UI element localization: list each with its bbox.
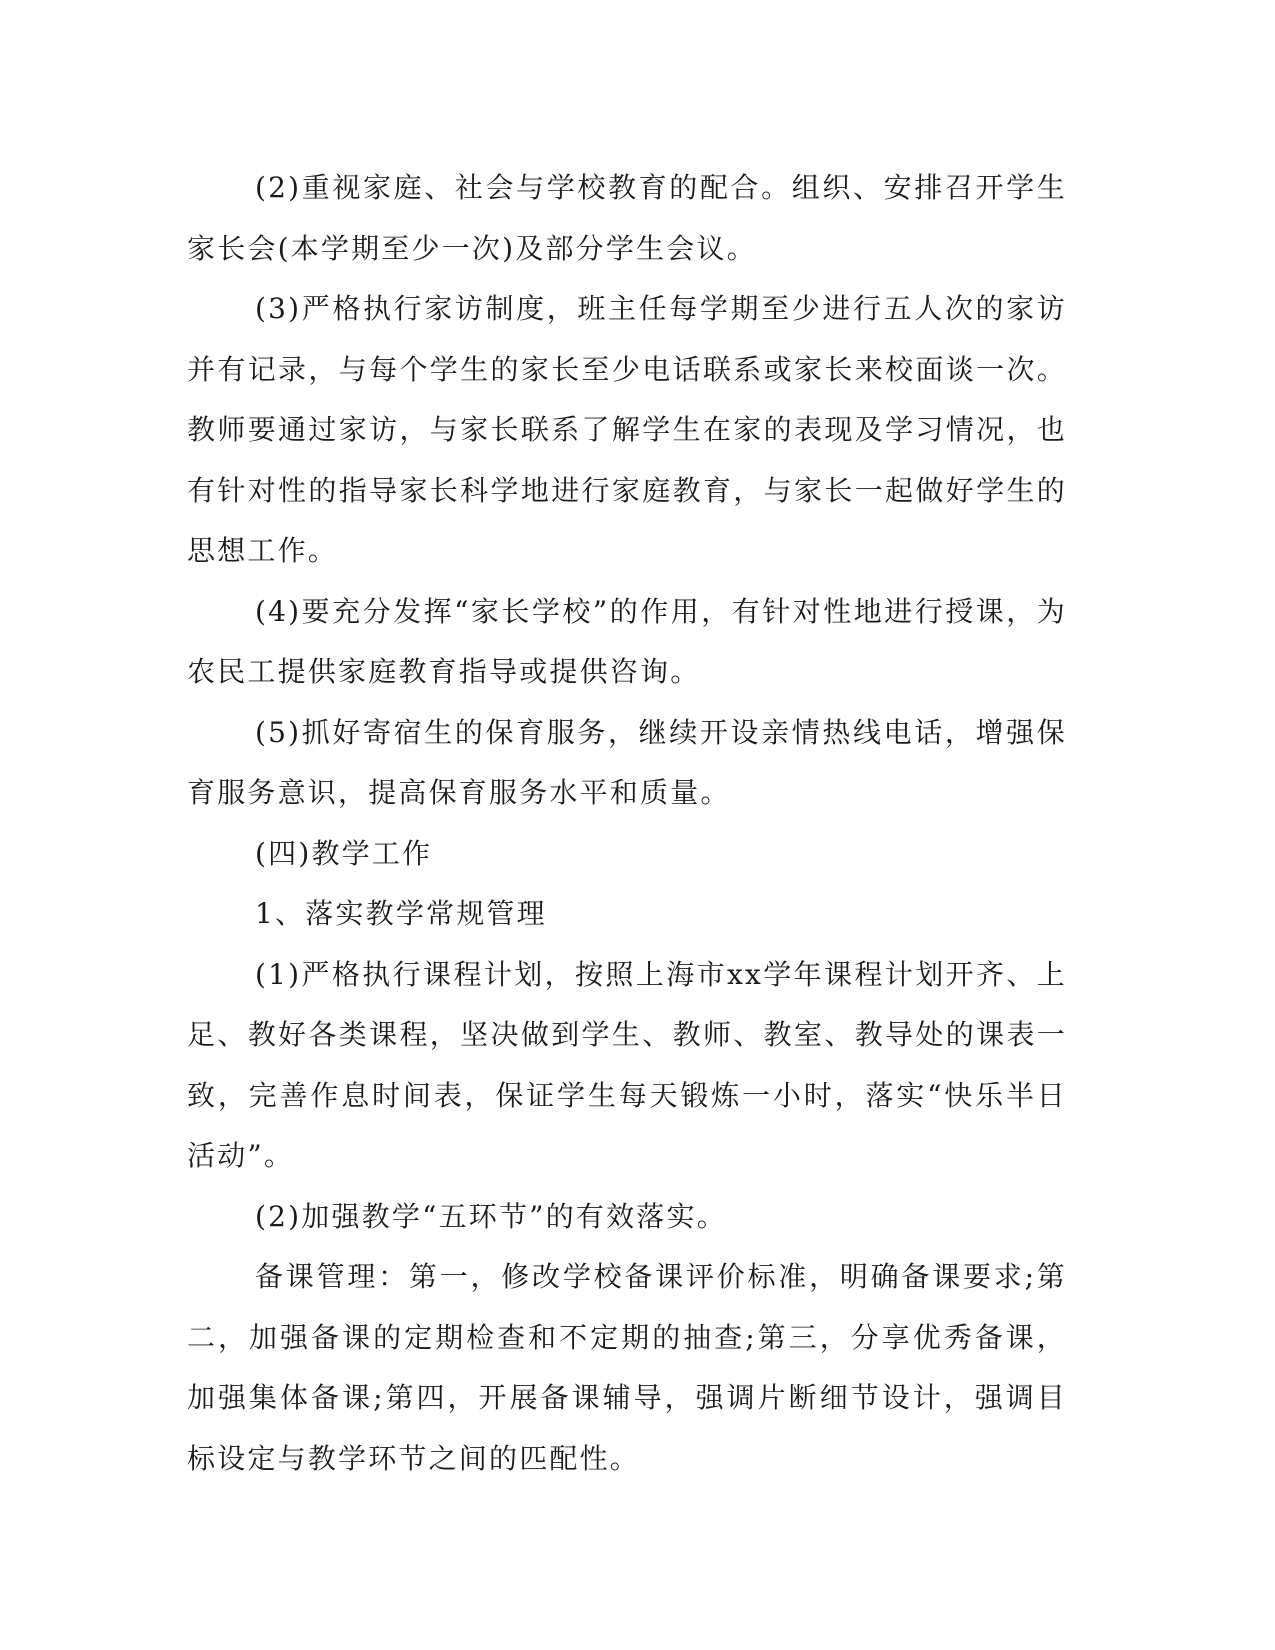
section-heading-teaching: (四)教学工作 xyxy=(255,836,433,870)
paragraph-parent-school: (4)要充分发挥“家长学校”的作用，有针对性地进行授课，为农民工提供家庭教育指导或提供咨询。 xyxy=(187,594,1067,688)
paragraph-lesson-prep: 备课管理：第一，修改学校备课评价标准，明确备课要求;第二，加强备课的定期检查和不定期的抽查;第三，分享优秀备课，加强集体备课;第四，开展备课辅导，强调片断细节设计，强调目标设定与教学环节之间的匹配性。 xyxy=(187,1260,1067,1475)
paragraph-home-visit: (3)严格执行家访制度，班主任每学期至少进行五人次的家访并有记录，与每个学生的家长至少电话联系或家长来校面谈一次。教师要通过家访，与家长联系了解学生在家的表现及学习情况，也有针对性的指导家长科学地进行家庭教育，与家长一起做好学生的思想工作。 xyxy=(187,292,1067,567)
paragraph-five-links: (2)加强教学“五环节”的有效落实。 xyxy=(255,1199,727,1233)
document-body xyxy=(187,158,1067,1489)
paragraph-boarding-care: (5)抓好寄宿生的保育服务，继续开设亲情热线电话，增强保育服务意识，提高保育服务水平和质量。 xyxy=(187,715,1067,809)
paragraph-parent-cooperation: (2)重视家庭、社会与学校教育的配合。组织、安排召开学生家长会(本学期至少一次)及部分学生会议。 xyxy=(187,171,1067,265)
paragraph-curriculum-plan: (1)严格执行课程计划，按照上海市xx学年课程计划开齐、上足、教好各类课程，坚决做到学生、教师、教室、教导处的课表一致，完善作息时间表，保证学生每天锻炼一小时，落实“快乐半日活动”。 xyxy=(187,957,1067,1172)
subheading-routine-management: 1、落实教学常规管理 xyxy=(255,897,547,930)
